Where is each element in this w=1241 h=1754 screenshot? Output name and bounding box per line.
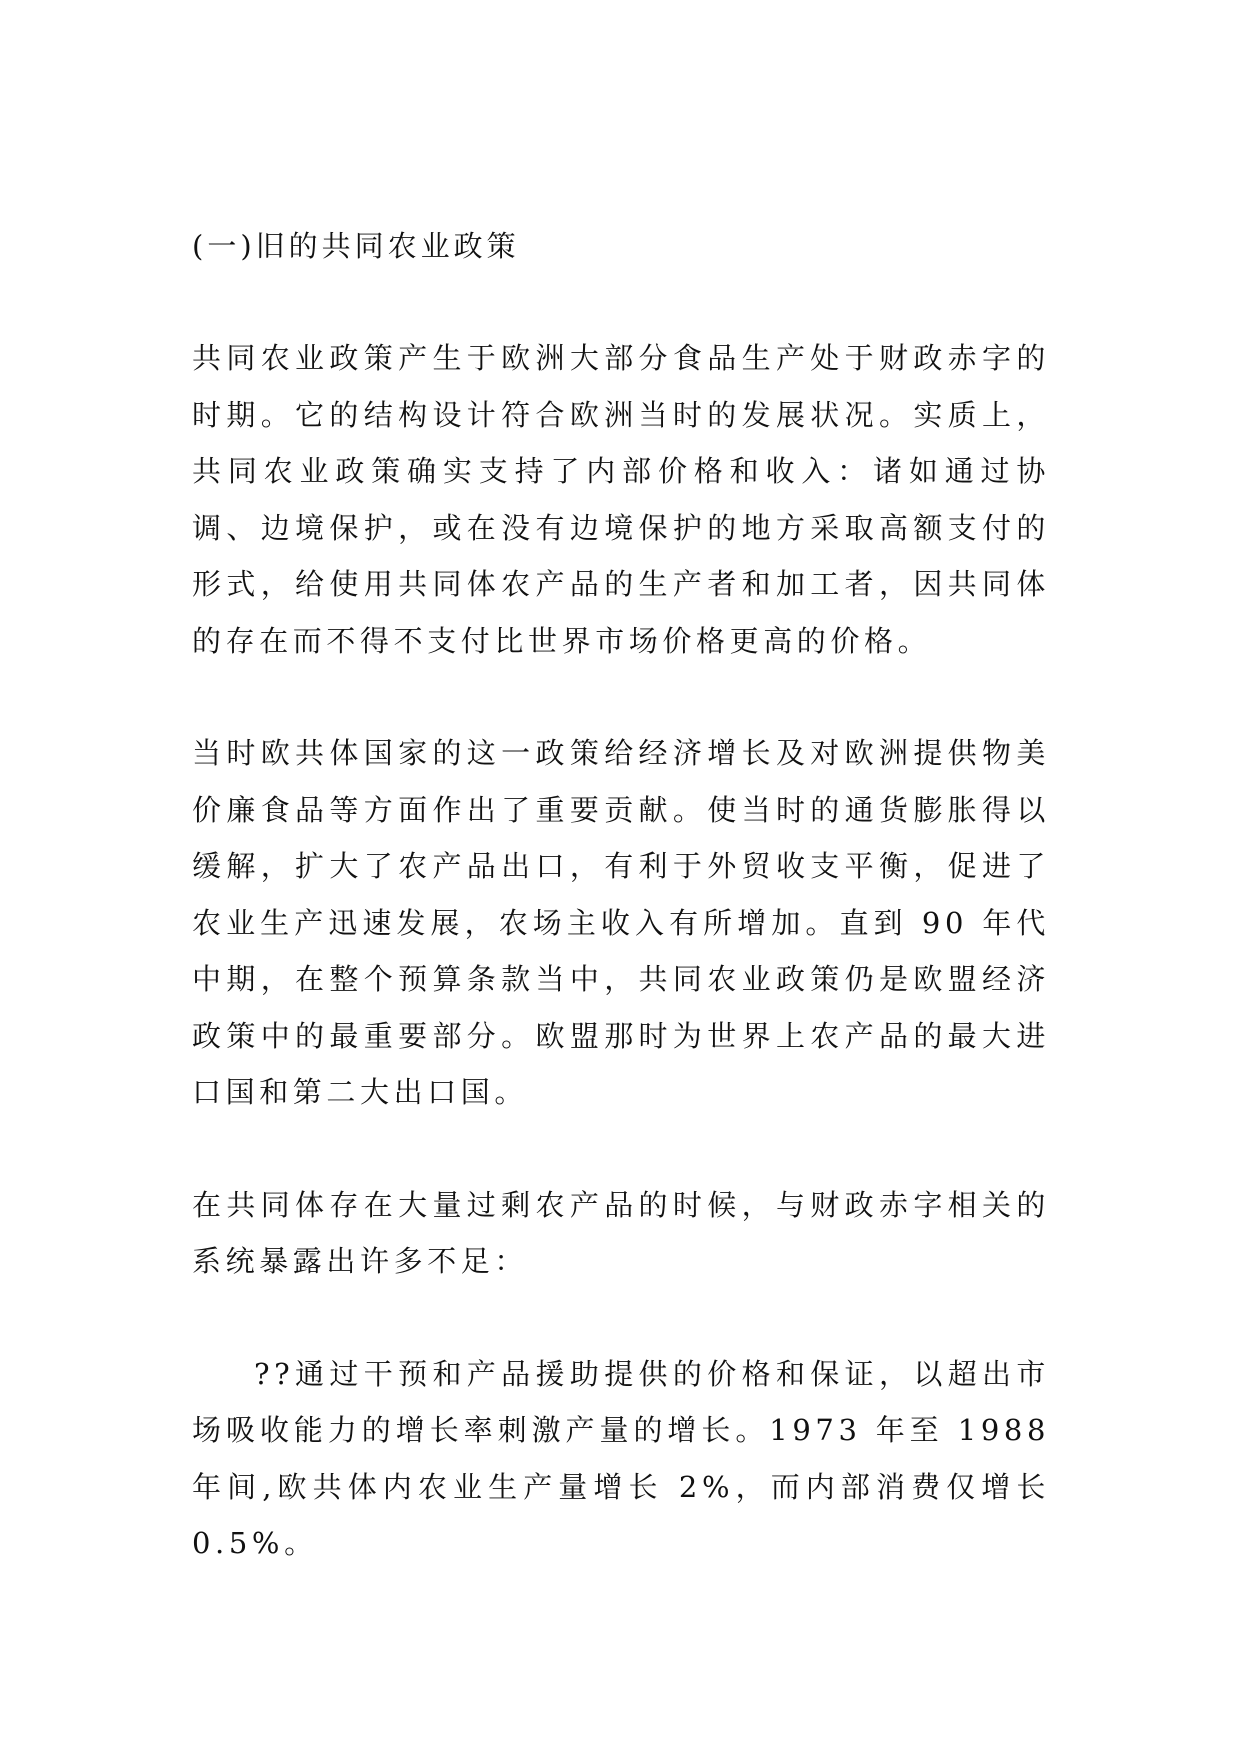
section-heading: (一)旧的共同农业政策: [192, 229, 520, 263]
paragraph-shortcomings: 在共同体存在大量过剩农产品的时候，与财政赤字相关的系统暴露出许多不足：: [192, 1187, 1050, 1278]
paragraph-contribution: 当时欧共体国家的这一政策给经济增长及对欧洲提供物美价廉食品等方面作出了重要贡献。使当时的通货膨胀得以缓解，扩大了农产品出口，有利于外贸收支平衡，促进了农业生产迅速发展，农场主收入有所增加。直到 90 年代中期，在整个预算条款当中，共同农业政策仍是欧盟经济政策中的最重要部分。欧盟那时为世界上农产品的最大进口国和第二大出口国。: [192, 736, 1050, 1109]
paragraph-production-growth: ??通过干预和产品援助提供的价格和保证，以超出市场吸收能力的增长率刺激产量的增长。1973 年至 1988 年间,欧共体内农业生产量增长 2%，而内部消费仅增长 0.5%。: [192, 1356, 1050, 1560]
paragraph-origin: 共同农业政策产生于欧洲大部分食品生产处于财政赤字的时期。它的结构设计符合欧洲当时的发展状况。实质上，共同农业政策确实支持了内部价格和收入：诸如通过协调、边境保护，或在没有边境保护的地方采取高额支付的形式，给使用共同体农产品的生产者和加工者，因共同体的存在而不得不支付比世界市场价格更高的价格。: [192, 341, 1050, 658]
document-body: [192, 218, 1050, 1628]
